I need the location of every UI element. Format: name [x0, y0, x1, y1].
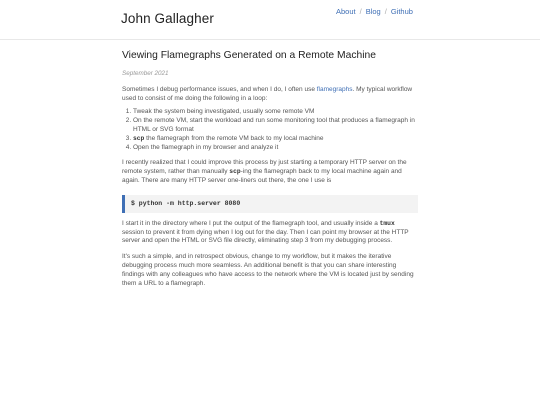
site-header [0, 0, 540, 40]
paragraph-intro [122, 86, 418, 104]
workflow-steps-list [122, 108, 418, 152]
nav-separator: / [384, 7, 387, 16]
list-item [133, 135, 418, 144]
site-title-link[interactable]: John Gallagher [121, 11, 214, 26]
paragraph-text: session to prevent it from dying when I log out for the day. Then I can point my browser at the HTTP server and open the HTML or SVG file directly, eliminating step 3 from my debugging process. [122, 228, 409, 245]
nav-about-link[interactable]: About [336, 7, 356, 16]
top-nav [336, 7, 413, 16]
inline-code: tmux [379, 219, 395, 227]
article-title: Viewing Flamegraphs Generated on a Remote Machine [122, 50, 376, 61]
article [122, 49, 418, 288]
paragraph-text: I recently realized that I could improve this process by just starting a temporary HTTP server on the remote system, rather than manually [122, 159, 407, 176]
inline-code: scp [229, 168, 241, 176]
code-block: $ python -m http.server 8080 [122, 195, 418, 213]
paragraph-text: . My typical workflow used to consist of me doing the following in a loop: [122, 85, 413, 102]
paragraph-realization [122, 159, 418, 185]
flamegraphs-link[interactable]: flamegraphs [316, 85, 353, 93]
list-item: 4. Open the flamegraph in my browser and analyze it [133, 144, 418, 153]
inline-code: scp [133, 134, 145, 142]
paragraph-text: Sometimes I debug performance issues, and when I do, I often use [122, 85, 317, 93]
paragraph-conclusion: It's such a simple, and in retrospect obvious, change to my workflow, but it makes the iterative debugging process much more seamless. An additional benefit is that you can share interesting findings with any colleagues who have access to the network where the VM is located just by sending them a URL to a flamegraph. [122, 253, 414, 287]
paragraph-usage [122, 220, 418, 246]
list-item-text: the flamegraph from the remote VM back to my local machine [144, 134, 324, 142]
paragraph-text: I start it in the directory where I put the output of the flamegraph tool, and usually inside a [122, 219, 380, 227]
nav-separator: / [359, 7, 362, 16]
nav-blog-link[interactable]: Blog [365, 7, 381, 16]
paragraph-text: -ing the flamegraph back to my local machine again and again. There are many HTTP server one-liners out there, the one I use is [122, 168, 402, 184]
nav-github-link[interactable]: Github [390, 7, 413, 16]
article-date: September 2021 [122, 70, 169, 77]
list-item: 1. Tweak the system being investigated, usually some remote VM [133, 108, 418, 117]
list-item: 2. On the remote VM, start the workload and run some monitoring tool that produces a flamegraph in HTML or SVG format [133, 117, 418, 135]
